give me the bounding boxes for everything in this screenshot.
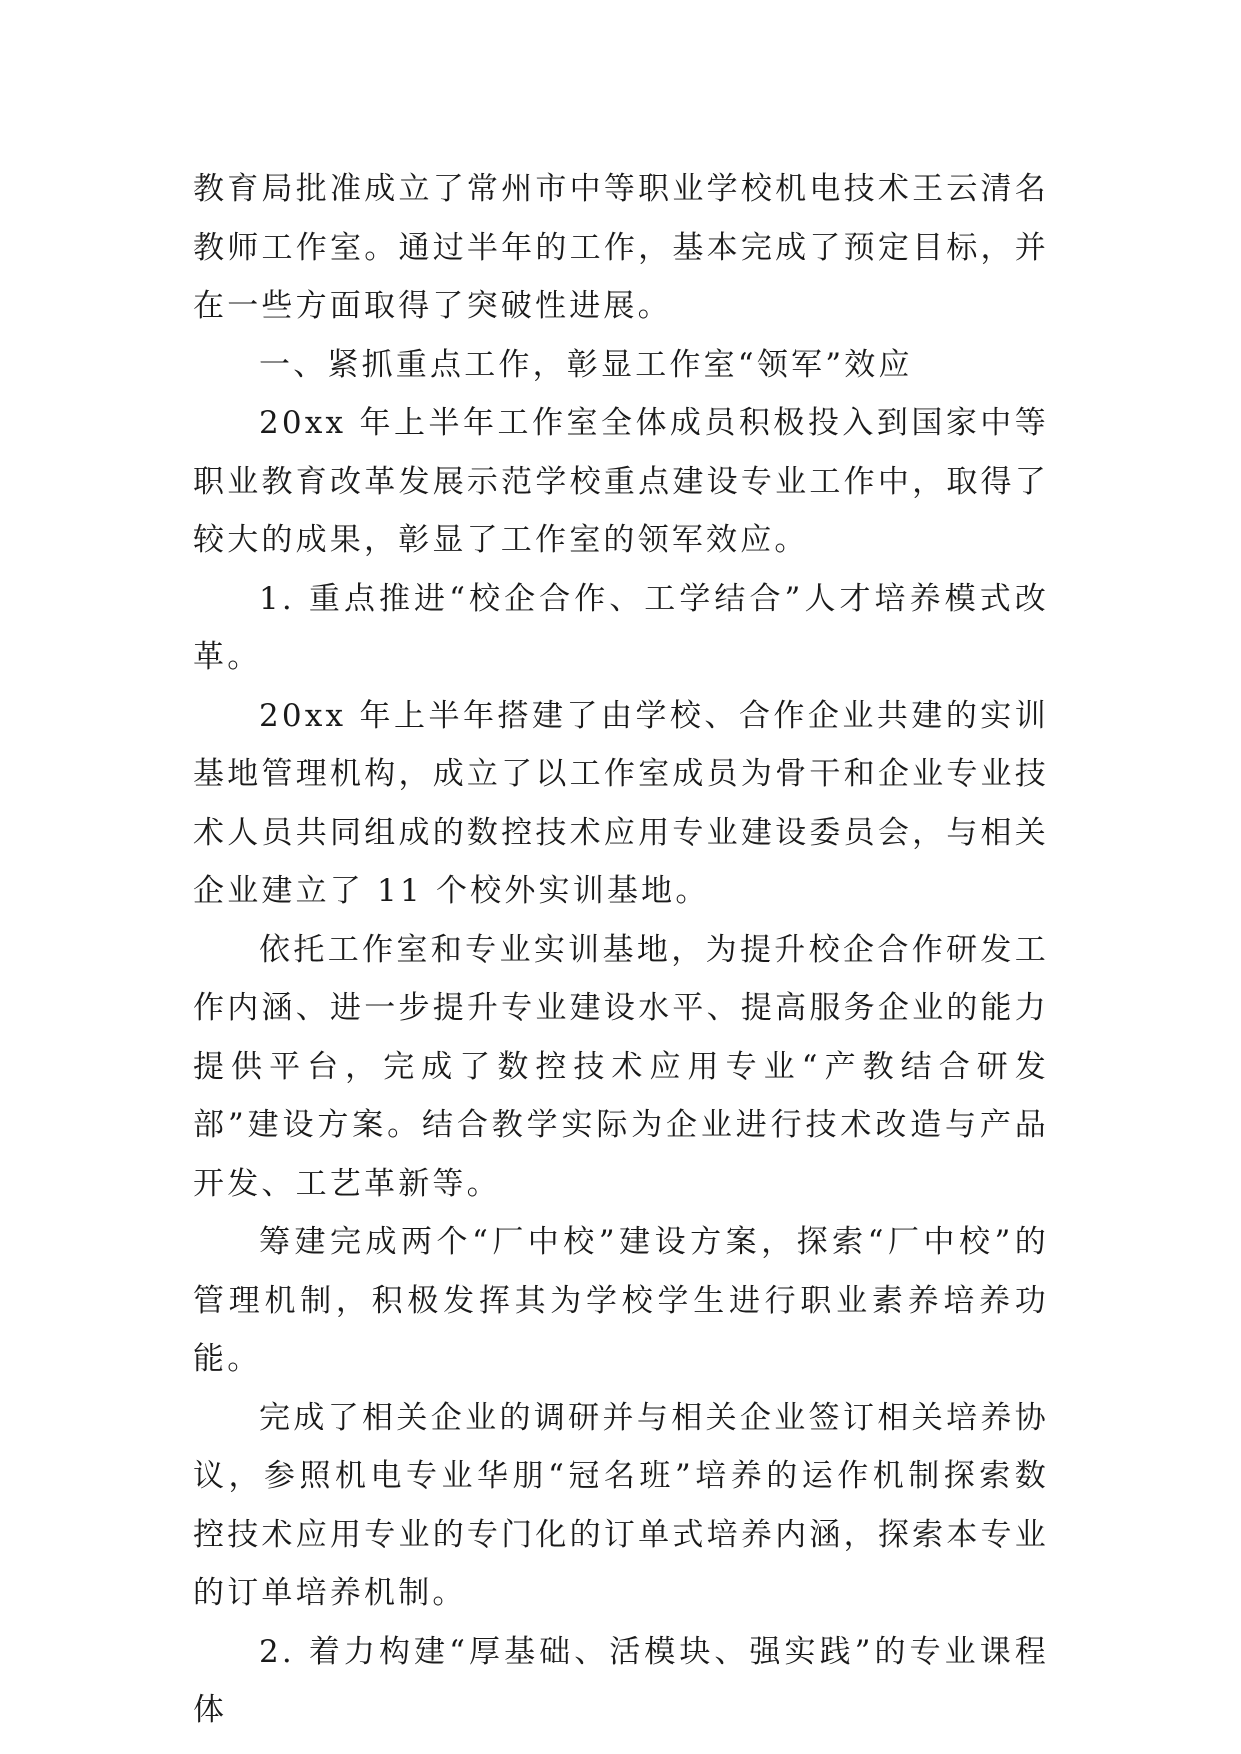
subheading-1: 1. 重点推进“校企合作、工学结合”人才培养模式改革。 xyxy=(193,580,1049,675)
paragraph-training-base: 20xx 年上半年搭建了由学校、合作企业共建的实训基地管理机构，成立了以工作室成员为骨干和企业专业技术人员共同组成的数控技术应用专业建设委员会，与相关企业建立了 11 个校外实训基地。 xyxy=(193,697,1049,909)
section-heading-1: 一、紧抓重点工作，彰显工作室“领军”效应 xyxy=(259,346,913,383)
paragraph-rd-department: 依托工作室和专业实训基地，为提升校企合作研发工作内涵、进一步提升专业建设水平、提高服务企业的能力提供平台，完成了数控技术应用专业“产教结合研发部”建设方案。结合教学实际为企业进行技术改造与产品开发、工艺革新等。 xyxy=(193,931,1049,1202)
paragraph-intro: 教育局批准成立了常州市中等职业学校机电技术王云清名教师工作室。通过半年的工作，基本完成了预定目标，并在一些方面取得了突破性进展。 xyxy=(193,171,1049,324)
paragraph-factory-school: 筹建完成两个“厂中校”建设方案，探索“厂中校”的管理机制，积极发挥其为学校学生进行职业素养培养功能。 xyxy=(193,1224,1049,1377)
subheading-2: 2. 着力构建“厚基础、活模块、强实践”的专业课程体 xyxy=(193,1633,1049,1728)
paragraph-order-training: 完成了相关企业的调研并与相关企业签订相关培养协议，参照机电专业华朋“冠名班”培养的运作机制探索数控技术应用专业的专门化的订单式培养内涵，探索本专业的订单培养机制。 xyxy=(193,1399,1049,1611)
document-body xyxy=(193,160,1049,1740)
paragraph-section-1-summary: 20xx 年上半年工作室全体成员积极投入到国家中等职业教育改革发展示范学校重点建设专业工作中，取得了较大的成果，彰显了工作室的领军效应。 xyxy=(193,405,1049,558)
